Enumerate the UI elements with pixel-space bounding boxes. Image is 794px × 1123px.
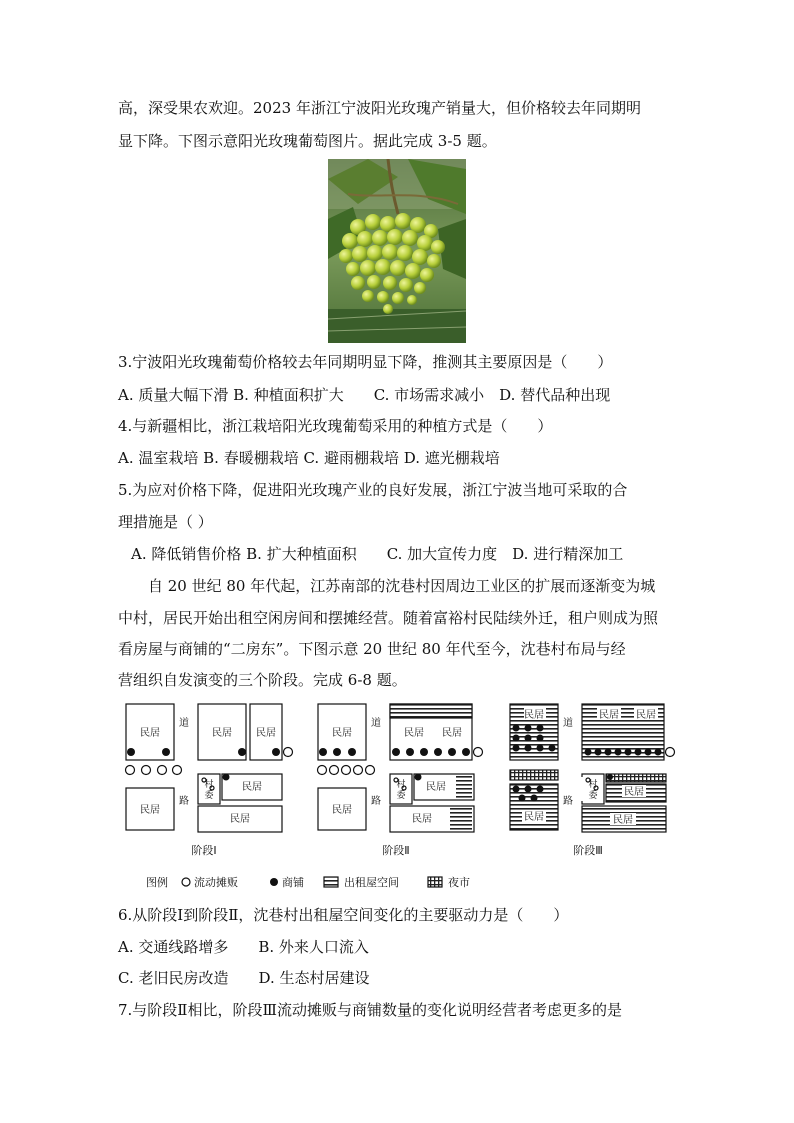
stage1-cunwei-1: 村 bbox=[204, 779, 214, 789]
intro-line-1: 高，深受果农欢迎。2023 年浙江宁波阳光玫瑰产销量大，但价格较去年同期明 bbox=[118, 99, 641, 117]
q5-stem-1: 5.为应对价格下降，促进阳光玫瑰产业的良好发展，浙江宁波当地可采取的合 bbox=[118, 481, 628, 499]
stage1-lu-label: 路 bbox=[179, 796, 189, 807]
stage3-cunwei-2: 委 bbox=[588, 790, 598, 800]
stage2-minju-5: 民居 bbox=[426, 782, 446, 793]
stage1-minju-2: 民居 bbox=[212, 728, 232, 739]
stage3-dao-label: 道 bbox=[563, 718, 573, 729]
passage-line-3: 看房屋与商铺的“二房东”。下图示意 20 世纪 80 年代至今，沈巷村布局与经 bbox=[118, 640, 626, 658]
q4-stem: 4.与新疆相比，浙江栽培阳光玫瑰葡萄采用的种植方式是（ ） bbox=[118, 417, 553, 435]
stage2-minju-3: 民居 bbox=[442, 728, 462, 739]
q4-options: A. 温室栽培 B. 春暖棚栽培 C. 避雨棚栽培 D. 遮光棚栽培 bbox=[118, 449, 500, 467]
legend-title: 图例 bbox=[146, 877, 168, 889]
village-layout-diagram bbox=[118, 696, 684, 892]
stage3-minju-1: 民居 bbox=[524, 710, 544, 721]
passage-line-4: 营组织自发演变的三个阶段。完成 6-8 题。 bbox=[118, 671, 407, 689]
stage3-lu-label: 路 bbox=[563, 796, 573, 807]
stage2-minju-6: 民居 bbox=[412, 814, 432, 825]
passage-line-1: 自 20 世纪 80 年代起，江苏南部的沈巷村因周边工业区的扩展而逐渐变为城 bbox=[148, 577, 656, 595]
stage3-minju-2: 民居 bbox=[599, 710, 619, 721]
stage1-minju-3: 民居 bbox=[256, 728, 276, 739]
stage-3-block bbox=[510, 704, 675, 857]
legend-mobile-vendor: 流动摊贩 bbox=[194, 877, 238, 889]
stage2-minju-1: 民居 bbox=[332, 728, 352, 739]
stage1-minju-4: 民居 bbox=[140, 805, 160, 816]
stage1-minju-6: 民居 bbox=[230, 814, 250, 825]
stage-2-block bbox=[318, 704, 483, 857]
stage1-label: 阶段Ⅰ bbox=[191, 845, 217, 857]
stage1-dao-label: 道 bbox=[179, 718, 189, 729]
stage3-minju-3: 民居 bbox=[636, 710, 656, 721]
stage3-label: 阶段Ⅲ bbox=[573, 845, 603, 857]
stage2-cunwei-2: 委 bbox=[396, 790, 406, 800]
diagram-legend bbox=[146, 875, 470, 889]
stage-1-block bbox=[126, 704, 293, 857]
legend-night-market: 夜市 bbox=[448, 877, 470, 889]
stage1-minju-5: 民居 bbox=[242, 782, 262, 793]
stage3-minju-6: 民居 bbox=[613, 815, 633, 826]
q5-stem-2: 理措施是（ ） bbox=[118, 513, 213, 531]
intro-line-2: 显下降。下图示意阳光玫瑰葡萄图片。据此完成 3-5 题。 bbox=[118, 132, 497, 150]
stage2-minju-4: 民居 bbox=[332, 805, 352, 816]
stage3-minju-4: 民居 bbox=[524, 812, 544, 823]
q3-stem: 3.宁波阳光玫瑰葡萄价格较去年同期明显下降，推测其主要原因是（ ） bbox=[118, 353, 613, 371]
q6-options-2: C. 老旧民房改造 D. 生态村居建设 bbox=[118, 969, 370, 987]
stage1-minju-1: 民居 bbox=[140, 728, 160, 739]
stage3-minju-5: 民居 bbox=[624, 787, 644, 798]
q5-options: A. 降低销售价格 B. 扩大种植面积 C. 加大宣传力度 D. 进行精深加工 bbox=[131, 545, 624, 563]
passage-line-2: 中村，居民开始出租空闲房间和摆摊经营。随着富裕村民陆续外迁，租户则成为照 bbox=[118, 609, 659, 627]
grape-photo bbox=[328, 159, 466, 343]
q6-stem: 6.从阶段Ⅰ到阶段Ⅱ，沈巷村出租屋空间变化的主要驱动力是（ ） bbox=[118, 906, 569, 924]
legend-rental-space: 出租屋空间 bbox=[344, 877, 399, 889]
stage1-cunwei-2: 委 bbox=[204, 790, 214, 800]
stage2-minju-2: 民居 bbox=[404, 728, 424, 739]
q3-options: A. 质量大幅下滑 B. 种植面积扩大 C. 市场需求减小 D. 替代品种出现 bbox=[118, 386, 611, 404]
stage2-label: 阶段Ⅱ bbox=[382, 845, 410, 857]
stage3-cunwei-1: 村 bbox=[588, 779, 598, 789]
stage2-lu-label: 路 bbox=[371, 796, 381, 807]
q7-stem: 7.与阶段Ⅱ相比，阶段Ⅲ流动摊贩与商铺数量的变化说明经营者考虑更多的是 bbox=[118, 1001, 622, 1019]
stage2-cunwei-1: 村 bbox=[396, 779, 406, 789]
legend-shop: 商铺 bbox=[282, 877, 304, 889]
q6-options-1: A. 交通线路增多 B. 外来人口流入 bbox=[118, 938, 369, 956]
stage2-dao-label: 道 bbox=[371, 718, 381, 729]
